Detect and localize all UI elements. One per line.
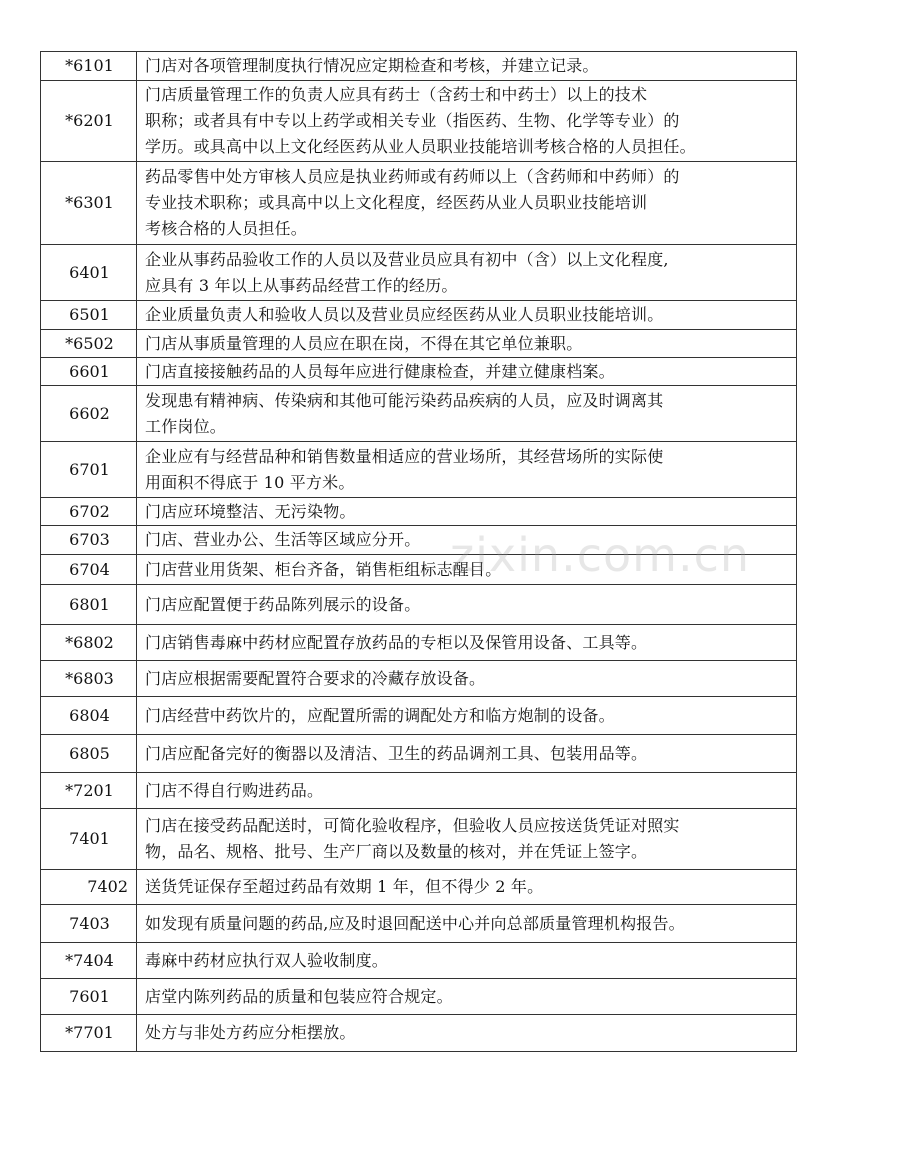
item-description: 店堂内陈列药品的质量和包装应符合规定。 [137, 979, 797, 1015]
item-code: 6601 [41, 358, 137, 386]
item-code: *7701 [41, 1015, 137, 1052]
item-code: 6804 [41, 697, 137, 735]
table-row [41, 697, 797, 735]
item-description: 企业应有与经营品种和销售数量相适应的营业场所，其经营场所的实际使 用面积不得底于 10 平方米。 [137, 442, 797, 498]
table-row [41, 625, 797, 661]
item-code: *6802 [41, 625, 137, 661]
item-description: 门店应配备完好的衡器以及清洁、卫生的药品调剂工具、包装用品等。 [137, 735, 797, 773]
table-row [41, 943, 797, 979]
item-description: 门店应环境整洁、无污染物。 [137, 498, 797, 526]
item-code: *7201 [41, 773, 137, 809]
item-description: 门店应配置便于药品陈列展示的设备。 [137, 585, 797, 625]
item-code: *6301 [41, 162, 137, 245]
table-row [41, 245, 797, 301]
table-row [41, 905, 797, 943]
table-row [41, 301, 797, 330]
table-row [41, 162, 797, 245]
item-description: 门店质量管理工作的负责人应具有药士（含药士和中药士）以上的技术 职称；或者具有中专以上药学或相关专业（指医药、生物、化学等专业）的 学历。或具高中以上文化经医药从业人员职业技能培训考核合格的人员担任。 [137, 81, 797, 162]
item-description: 企业从事药品验收工作的人员以及营业员应具有初中（含）以上文化程度, 应具有 3 年以上从事药品经营工作的经历。 [137, 245, 797, 301]
item-code: 6702 [41, 498, 137, 526]
item-description: 发现患有精神病、传染病和其他可能污染药品疾病的人员，应及时调离其 工作岗位。 [137, 386, 797, 442]
item-description: 如发现有质量问题的药品,应及时退回配送中心并向总部质量管理机构报告。 [137, 905, 797, 943]
table-row [41, 555, 797, 585]
item-code: *6201 [41, 81, 137, 162]
item-description: 门店对各项管理制度执行情况应定期检查和考核，并建立记录。 [137, 52, 797, 81]
item-description: 门店经营中药饮片的，应配置所需的调配处方和临方炮制的设备。 [137, 697, 797, 735]
requirements-table [40, 51, 797, 1052]
item-description: 门店、营业办公、生活等区域应分开。 [137, 526, 797, 555]
table-row [41, 870, 797, 905]
item-description: 门店从事质量管理的人员应在职在岗，不得在其它单位兼职。 [137, 330, 797, 358]
item-code: 7401 [41, 809, 137, 870]
item-description: 药品零售中处方审核人员应是执业药师或有药师以上（含药师和中药师）的 专业技术职称；或具高中以上文化程度，经医药从业人员职业技能培训 考核合格的人员担任。 [137, 162, 797, 245]
item-description: 送货凭证保存至超过药品有效期 1 年，但不得少 2 年。 [137, 870, 797, 905]
table-row [41, 735, 797, 773]
item-code: 6704 [41, 555, 137, 585]
item-code: 6501 [41, 301, 137, 330]
table-row [41, 809, 797, 870]
table-row [41, 330, 797, 358]
watermark-text: zixin.com.cn [450, 528, 751, 582]
item-description: 门店在接受药品配送时，可简化验收程序，但验收人员应按送货凭证对照实 物，品名、规格、批号、生产厂商以及数量的核对，并在凭证上签字。 [137, 809, 797, 870]
item-description: 处方与非处方药应分柜摆放。 [137, 1015, 797, 1052]
table-row [41, 1015, 797, 1052]
item-code: 6701 [41, 442, 137, 498]
table-row [41, 979, 797, 1015]
item-code: 6801 [41, 585, 137, 625]
item-code: 7402 [41, 870, 137, 905]
item-description: 门店销售毒麻中药材应配置存放药品的专柜以及保管用设备、工具等。 [137, 625, 797, 661]
item-code: 7601 [41, 979, 137, 1015]
item-description: 门店直接接触药品的人员每年应进行健康检查，并建立健康档案。 [137, 358, 797, 386]
item-code: *6101 [41, 52, 137, 81]
item-code: 6401 [41, 245, 137, 301]
item-code: *6803 [41, 661, 137, 697]
item-code: 6703 [41, 526, 137, 555]
table-row [41, 81, 797, 162]
table-row [41, 442, 797, 498]
item-description: 门店不得自行购进药品。 [137, 773, 797, 809]
table-row [41, 498, 797, 526]
item-description: 企业质量负责人和验收人员以及营业员应经医药从业人员职业技能培训。 [137, 301, 797, 330]
item-description: 门店营业用货架、柜台齐备，销售柜组标志醒目。 [137, 555, 797, 585]
item-code: 7403 [41, 905, 137, 943]
table-row [41, 773, 797, 809]
table-row [41, 661, 797, 697]
item-code: 6602 [41, 386, 137, 442]
item-description: 毒麻中药材应执行双人验收制度。 [137, 943, 797, 979]
table-row [41, 585, 797, 625]
table-row [41, 526, 797, 555]
item-code: *7404 [41, 943, 137, 979]
table-row [41, 386, 797, 442]
item-code: 6805 [41, 735, 137, 773]
table-row [41, 358, 797, 386]
item-code: *6502 [41, 330, 137, 358]
item-description: 门店应根据需要配置符合要求的冷藏存放设备。 [137, 661, 797, 697]
table-row [41, 52, 797, 81]
